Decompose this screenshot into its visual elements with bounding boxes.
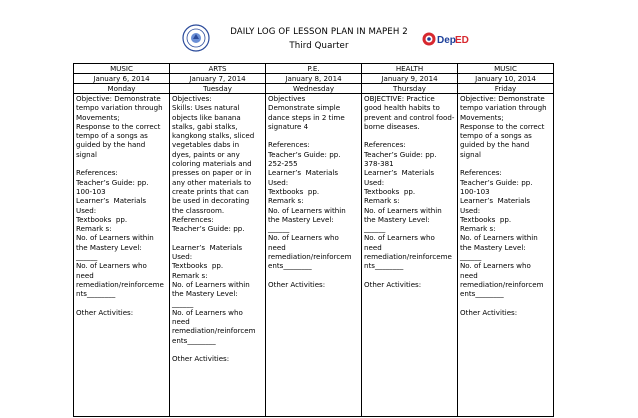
document-subtitle: Third Quarter	[289, 41, 349, 51]
day-cell: Thursday	[362, 84, 458, 94]
day-cell: Wednesday	[266, 84, 362, 94]
svg-text:ED: ED	[455, 35, 469, 46]
deped-logo-icon	[422, 28, 469, 50]
subject-cell: P.E.	[266, 64, 362, 74]
date-cell: January 8, 2014	[266, 74, 362, 84]
lesson-cell-wednesday: Objectives Demonstrate simple dance steps in 2 time signature 4 References: Teacher’s Guide: pp. 252-255 Learner’s Materials Used: Textbooks pp. Remark s: No. of Learners within the Mastery Level: ______ No. of Learners who need remediation/reinforcem ents________ Other Activities:	[266, 94, 362, 417]
svg-text:Dep: Dep	[437, 35, 456, 46]
lesson-cell-tuesday: Objectives: Skills: Uses natural objects like banana stalks, gabi stalks, kangkong stalks, sliced vegetables dabs in dyes, paints or any coloring materials and presses on paper or in any other materials to create prints that can be used in decorating the classroom. References: Teacher’s Guide: pp. Learner’s Materials Used: Textbooks pp. Remark s: No. of Learners within the Mastery Level: ______ No. of Learners who need remediation/reinforcem ents________ Other Activities:	[170, 94, 266, 417]
day-row	[74, 84, 554, 94]
lesson-row	[74, 94, 554, 417]
date-cell: January 7, 2014	[170, 74, 266, 84]
day-cell: Monday	[74, 84, 170, 94]
subject-cell: HEALTH	[362, 64, 458, 74]
lesson-cell-thursday: OBJECTIVE: Practice good health habits to prevent and control food- borne diseases. References: Teacher’s Guide: pp. 378-381 Learner’s Materials Used: Textbooks pp. Remark s: No. of Learners within the Mastery Level: ______ No. of Learners who need remediation/reinforceme nts________ Other Activities:	[362, 94, 458, 417]
document-header	[0, 0, 638, 60]
date-cell: January 9, 2014	[362, 74, 458, 84]
date-cell: January 10, 2014	[458, 74, 554, 84]
subject-cell: MUSIC	[74, 64, 170, 74]
day-cell: Friday	[458, 84, 554, 94]
subject-cell: ARTS	[170, 64, 266, 74]
lesson-log-table	[73, 63, 554, 417]
lesson-cell-friday: Objective: Demonstrate tempo variation through Movements; Response to the correct tempo of a songs as guided by the hand signal References: Teacher’s Guide: pp. 100-103 Learner’s Materials Used: Textbooks pp. Remark s: No. of Learners within the Mastery Level: ______ No. of Learners who need remediation/reinforcem ents________ Other Activities:	[458, 94, 554, 417]
date-cell: January 6, 2014	[74, 74, 170, 84]
lesson-cell-monday: Objective: Demonstrate tempo variation through Movements; Response to the correct tempo of a songs as guided by the hand signal References: Teacher’s Guide: pp. 100-103 Learner’s Materials Used: Textbooks pp. Remark s: No. of Learners within the Mastery Level: ______ No. of Learners who need remediation/reinforceme nts________ Other Activities:	[74, 94, 170, 417]
document-title: DAILY LOG OF LESSON PLAN IN MAPEH 2	[230, 27, 408, 37]
subject-cell: MUSIC	[458, 64, 554, 74]
date-row	[74, 74, 554, 84]
subject-row	[74, 64, 554, 74]
day-cell: Tuesday	[170, 84, 266, 94]
